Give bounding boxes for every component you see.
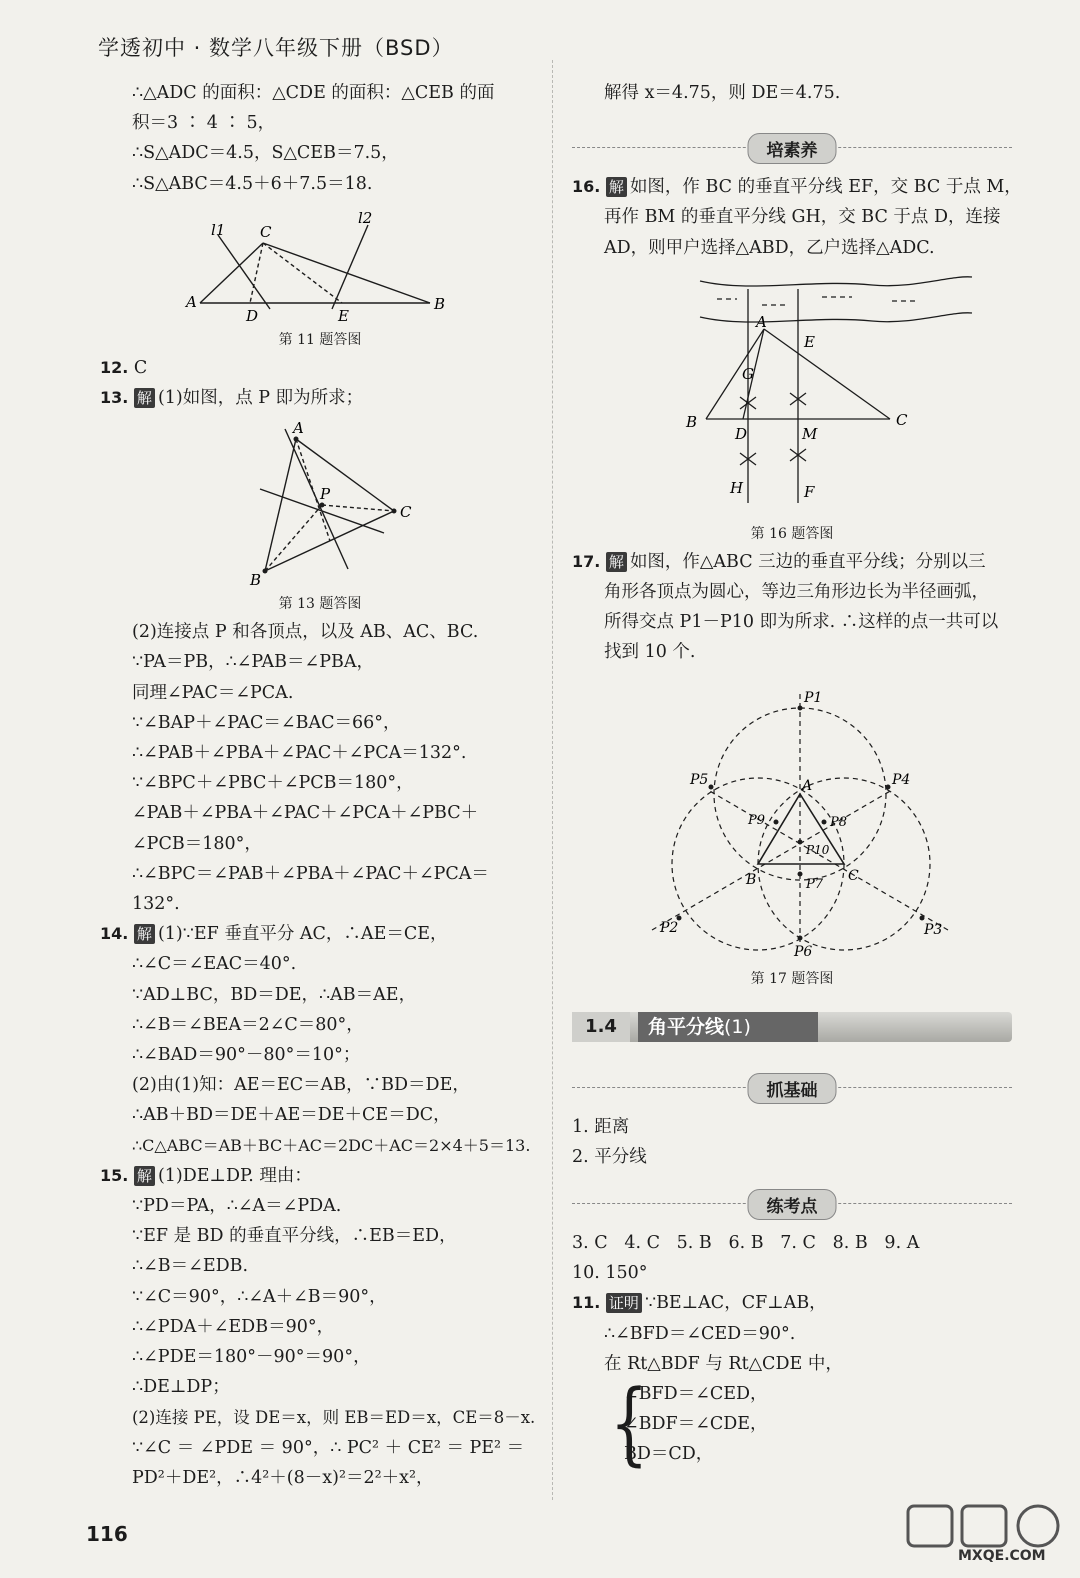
figure-13: [100, 419, 540, 615]
solution-badge: 解: [134, 388, 155, 408]
text-line: (2)由(1)知：AE＝EC＝AB，∵BD＝DE，: [132, 1075, 470, 1096]
question-number: 12.: [100, 357, 129, 377]
text-line: 再作 BM 的垂直平分线 GH，交 BC 于点 D，连接: [604, 207, 1001, 228]
solution-badge: 解: [606, 552, 627, 572]
figure-caption: 第 16 题答图: [750, 525, 834, 542]
text-line: ∵BE⊥AC，CF⊥AB，: [644, 1293, 827, 1314]
text-line: (2)连接点 P 和各顶点，以及 AB、AC、BC.: [132, 622, 479, 643]
label-d: D: [246, 306, 259, 325]
label-a: A: [293, 419, 304, 438]
text-line: ∴∠PDE＝180°－90°＝90°，: [132, 1347, 371, 1368]
text-line: (2)连接 PE，设 DE＝x，则 EB＝ED＝x，CE＝8－x.: [132, 1407, 536, 1427]
figure-11: [100, 205, 540, 351]
left-brace: {: [610, 1371, 649, 1477]
section-title: 练考点: [748, 1189, 837, 1220]
label-f: F: [804, 482, 815, 501]
text-line: ∵∠C ＝ ∠PDE ＝ 90°，∴ PC² ＋ CE² ＝ PE² ＝: [132, 1437, 525, 1458]
answer-text: C: [133, 357, 148, 378]
text-line: ∠BDF＝∠CDE，: [624, 1414, 768, 1435]
text-line: 如图，作 BC 的垂直平分线 EF，交 BC 于点 M，: [629, 177, 1022, 198]
watermark-text: MXQE.COM: [958, 1548, 1046, 1564]
text-line: 如图，作△ABC 三边的垂直平分线；分别以三: [629, 551, 986, 572]
label-b: B: [434, 294, 446, 313]
chapter-number: 1.4: [572, 1012, 630, 1042]
text-line: 10. 150°: [572, 1263, 648, 1284]
label-p7: P7: [806, 876, 824, 892]
label-p3: P3: [924, 921, 943, 938]
question-number: 16.: [572, 177, 601, 197]
text-line: ∠PCB＝180°，: [132, 833, 262, 854]
label-p4: P4: [892, 771, 911, 788]
question-number: 17.: [572, 551, 601, 571]
text-line: ∵∠BAP＋∠PAC＝∠BAC＝66°，: [132, 712, 401, 733]
text-line: ∴∠BAD＝90°－80°＝10°；: [132, 1045, 361, 1066]
text-line: ∴∠C＝∠EAC＝40°.: [132, 954, 297, 975]
figure-17-diagram: [572, 674, 1012, 964]
text-line: 132°.: [132, 894, 180, 915]
label-p1: P1: [804, 689, 823, 706]
text-line: ∴DE⊥DP；: [132, 1377, 230, 1398]
label-a: A: [802, 777, 813, 794]
chapter-subtitle: (1): [724, 1015, 751, 1038]
text-line: ∴∠BFD＝∠CED＝90°.: [604, 1323, 796, 1344]
text-line: 角形各顶点为圆心，等边三角形边长为半径画弧，: [604, 582, 989, 603]
text-line: ∴∠PAB＋∠PBA＋∠PAC＋∠PCA＝132°.: [132, 743, 467, 764]
label-l1: l1: [211, 220, 226, 239]
text-line: ∴∠B＝∠EDB.: [132, 1256, 249, 1277]
label-l2: l2: [358, 208, 373, 227]
column-divider: [552, 60, 553, 1500]
text-line: ∵EF 是 BD 的垂直平分线，∴EB＝ED，: [132, 1226, 457, 1247]
right-column: [572, 78, 1022, 1477]
figure-caption: 第 17 题答图: [750, 970, 834, 987]
label-p: P: [320, 485, 331, 504]
figure-caption: 第 13 题答图: [278, 596, 362, 613]
text-line: ∴S△ABC＝4.5＋6＋7.5＝18.: [132, 173, 373, 194]
text-line: ∴△ADC 的面积：△CDE 的面积：△CEB 的面: [132, 83, 495, 103]
brace-group: [572, 1371, 1012, 1477]
label-b: B: [746, 871, 757, 888]
figure-17: [572, 674, 1012, 990]
text-line: ∴AB＋BD＝DE＋AE＝DE＋CE＝DC，: [132, 1105, 451, 1126]
chapter-banner: [572, 1008, 1012, 1046]
text-line: (1)DE⊥DP. 理由：: [157, 1165, 312, 1186]
solution-badge: 解: [606, 177, 627, 197]
label-c: C: [896, 410, 908, 429]
label-c: C: [848, 867, 859, 884]
text-line: 解得 x＝4.75，则 DE＝4.75.: [604, 83, 841, 103]
text-line: ∴∠BPC＝∠PAB＋∠PBA＋∠PAC＋∠PCA＝: [132, 863, 489, 884]
figure-13-diagram: [100, 419, 540, 589]
label-p9: P9: [748, 812, 766, 828]
label-p6: P6: [794, 943, 813, 960]
text-line: ∵∠BPC＋∠PBC＋∠PCB＝180°，: [132, 773, 414, 794]
label-e: E: [338, 306, 349, 325]
question-number: 11.: [572, 1293, 601, 1313]
text-line: 找到 10 个.: [604, 642, 696, 663]
text-line: (1)如图，点 P 即为所求；: [157, 388, 364, 409]
solution-badge: 解: [134, 924, 155, 944]
left-column: [100, 78, 540, 1493]
question-number: 13.: [100, 388, 129, 408]
text-line: PD²＋DE²，∴4²＋(8－x)²＝2²＋x²，: [132, 1467, 434, 1488]
text-line: 在 Rt△BDF 与 Rt△CDE 中，: [604, 1353, 843, 1374]
section-heading: [572, 1186, 1012, 1220]
section-title: 培素养: [748, 133, 837, 164]
figure-caption: 第 11 题答图: [278, 331, 362, 348]
label-p8: P8: [830, 814, 848, 830]
text-line: ∵PA＝PB，∴∠PAB＝∠PBA，: [132, 652, 374, 673]
text-line: ∵AD⊥BC，BD＝DE，∴AB＝AE，: [132, 984, 417, 1005]
section-heading: [572, 1070, 1012, 1104]
figure-11-diagram: [100, 205, 540, 325]
text-line: AD，则甲户选择△ABD，乙户选择△ADC.: [604, 237, 935, 258]
label-a: A: [756, 312, 767, 331]
label-c: C: [260, 222, 272, 241]
text-line: 同理∠PAC＝∠PCA.: [132, 682, 294, 703]
label-d: D: [735, 424, 748, 443]
label-p10: P10: [806, 842, 830, 857]
text-line: 2. 平分线: [572, 1146, 647, 1167]
label-p5: P5: [690, 771, 709, 788]
label-p2: P2: [660, 919, 679, 936]
text-line: ∴C△ABC＝AB＋BC＋AC＝2DC＋AC＝2×4＋5＝13.: [132, 1135, 531, 1155]
chapter-title-text: 角平分线: [648, 1015, 725, 1038]
label-g: G: [742, 364, 754, 383]
label-e: E: [804, 332, 815, 351]
label-c: C: [400, 503, 412, 522]
answers-row: 3. C 4. C 5. B 6. B 7. C 8. B 9. A: [572, 1233, 920, 1254]
text-line: 1. 距离: [572, 1116, 630, 1137]
text-line: 所得交点 P1－P10 即为所求. ∴这样的点一共可以: [604, 612, 999, 633]
page-number: 116: [86, 1522, 128, 1546]
label-m: M: [802, 424, 818, 443]
text-line: ∴∠PDA＋∠EDB＝90°，: [132, 1316, 335, 1337]
figure-16: [572, 269, 1012, 545]
label-b: B: [250, 571, 262, 590]
text-line: (1)∵EF 垂直平分 AC，∴AE＝CE，: [157, 924, 448, 945]
text-line: ∴S△ADC＝4.5，S△CEB＝7.5，: [132, 143, 399, 164]
figure-16-diagram: [572, 269, 1012, 519]
text-line: 积＝3 ∶ 4 ∶ 5，: [132, 113, 276, 134]
text-line: ∠BFD＝∠CED，: [624, 1384, 768, 1405]
section-title: 抓基础: [748, 1073, 837, 1104]
page-header: 学透初中 · 数学八年级下册（BSD）: [98, 36, 454, 60]
solution-badge: 解: [134, 1166, 155, 1186]
label-b: B: [686, 412, 698, 431]
text-line: ∠PAB＋∠PBA＋∠PAC＋∠PCA＋∠PBC＋: [132, 803, 479, 824]
section-heading: [572, 130, 1012, 164]
text-line: ∵∠C＝90°，∴∠A＋∠B＝90°，: [132, 1286, 387, 1307]
text-line: ∴∠B＝∠BEA＝2∠C＝80°，: [132, 1014, 364, 1035]
label-h: H: [730, 478, 744, 497]
chapter-title: [638, 1012, 818, 1042]
label-a: A: [186, 292, 197, 311]
text-line: BD＝CD，: [624, 1444, 714, 1465]
question-number: 14.: [100, 924, 129, 944]
proof-badge: 证明: [606, 1293, 642, 1313]
question-number: 15.: [100, 1165, 129, 1185]
text-line: ∵PD＝PA，∴∠A＝∠PDA.: [132, 1196, 342, 1217]
